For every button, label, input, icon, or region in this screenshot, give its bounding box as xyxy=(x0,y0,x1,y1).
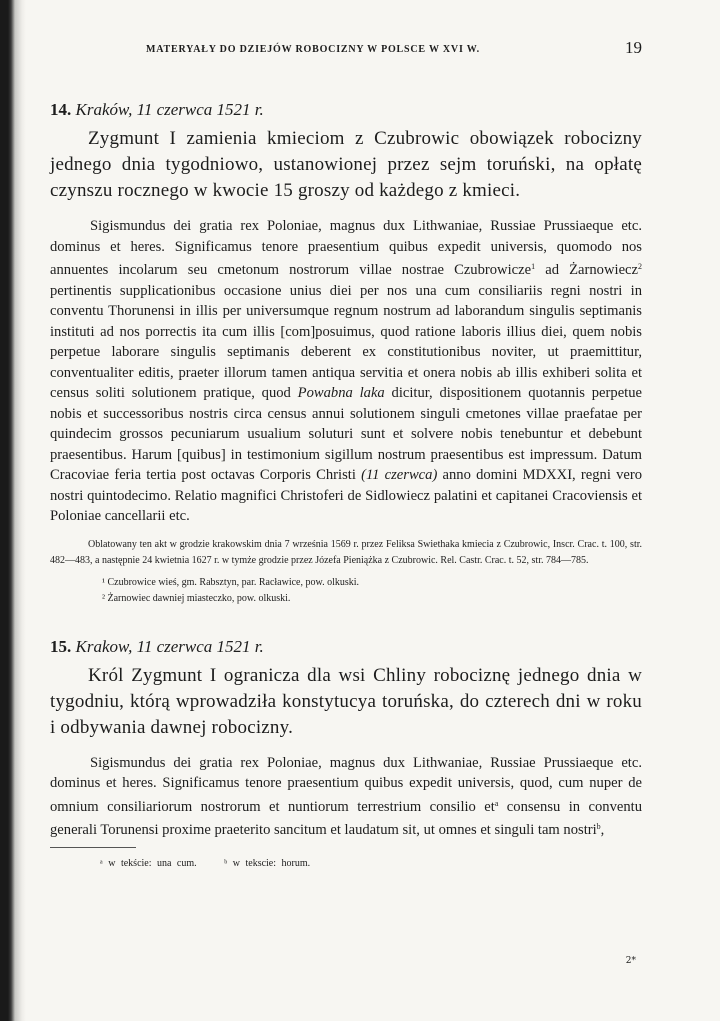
document-summary: Król Zygmunt I ogranicza dla wsi Chliny robociznę jednego dnia w tygodniu, którą wprowadziła konstytucya toruńska, do czterech dni w roku i odbywania dawnej robocizny. xyxy=(50,664,642,738)
latin-segment: dicitur, dispositionem quotannis perpetue nobis et successoribus nostris circa census annui solutionem singuli cmetones villae praefatae per quindecim grossos pecuniarum usualium soluturi sunt et solvere nobis tenebuntur et debebunt praesentibus. Harum [quibus] in testimonium sigillum nostrum praesentibus est impressum. Datum Cracoviae feria tertia post octavas Corporis Christi xyxy=(50,385,642,483)
latin-italic: Powabna laka xyxy=(297,385,385,401)
document-14 xyxy=(50,100,642,607)
latin-text xyxy=(50,216,642,527)
document-page xyxy=(50,36,642,869)
latin-italic: (11 czerwca) xyxy=(361,467,438,483)
signature-mark: 2* xyxy=(625,956,636,966)
latin-segment: Sigismundus dei gratia rex Poloniae, magnus dux Lithwaniae, Russiae Prussiaeque etc. dominus et heres. Significamus tenore praesentium quibus expedit universis, quod, cum nuper de omnium consiliariorum nostrorum et nuntiorum terrestrium consilio et xyxy=(50,754,642,815)
document-number: 14. xyxy=(50,100,72,119)
document-place-date: Kraków, 11 czerwca 1521 r. xyxy=(75,100,264,119)
book-binding-edge xyxy=(0,0,26,1021)
document-heading xyxy=(50,100,642,120)
latin-segment: anno domini MDXXI, regni vero nostri quintodecimo. Relatio magnifici Christoferi de Sidlowiecz palatini et capitanei Cracoviensis et Poloniae cancellarii etc. xyxy=(50,467,643,524)
archive-note: Oblatowany ten akt w grodzie krakowskim dnia 7 września 1569 r. przez Feliksa Swiethaka kmiecia z Czubrowic, Inscr. Crac. t. 100, str. 482—483, a następnie 24 kwietnia 1627 r. w tymże grodzie przez Józefa Pieniążka z Czubrowic. Rel. Castr. Crac. t. 52, str. 784—785. xyxy=(50,538,642,566)
footnote: ¹ Czubrowice wieś, gm. Rabsztyn, par. Racławice, pow. olkuski. xyxy=(102,576,360,588)
latin-text xyxy=(50,753,642,841)
footnote: ² Żarnowiec dawniej miasteczko, pow. olkuski. xyxy=(102,592,291,604)
page-number: 19 xyxy=(625,38,642,57)
document-place-date: Krakow, 11 czerwca 1521 r. xyxy=(75,636,264,656)
document-number: 15. xyxy=(50,636,72,656)
document-summary: Zygmunt I zamienia kmieciom z Czubrowic obowiązek robocizny jednego dnia tygodniowo, ustanowionej przez sejm toruński, na opłatę czynszu rocznego w kwocie 15 groszy od każdego z kmieci. xyxy=(50,128,642,201)
latin-segment: , xyxy=(600,822,605,838)
footnote-ref: a xyxy=(494,798,499,808)
text-notes xyxy=(100,858,642,869)
footnote-divider xyxy=(50,847,136,848)
footnote-ref: b xyxy=(596,822,601,831)
page-header xyxy=(50,36,642,66)
document-15 xyxy=(50,637,642,869)
latin-segment: pertinentis supplicationibus occasione unius diei per nos una cum consiliariis regni nostri in conventu Thorunensi in illis per universumque regnum nostrum ad laborandum singulis septimanis instituti ad nos porrectis ita cum illis [com]posuimus, quod ratione laboris illius diei, quem nobis perpetue laborare singulis septimanis deberent ex constitutionibus noviter, ut praemittitur, conventualiter editis, praeter illorum tamen antiqua servitia et onera nobis ab illis exhiberi solita et census soliti solutionem pratique, quod xyxy=(50,282,642,401)
latin-segment: consensu in conventu generali Torunensi proxime praeterito sancitum et laudatum sit, ut omnes et singuli tam nostri xyxy=(50,798,642,838)
latin-segment: Sigismundus dei gratia rex Poloniae, magnus dux Lithwaniae, Russiae Prussiaeque etc. dominus et heres. Significamus tenore praesentium quibus expedit universis, quomodo nos annuentes incolarum seu cmetonum nostrorum villae nostrae Czubrowicze xyxy=(50,218,642,278)
latin-segment: ad Żarnowiecz xyxy=(535,262,638,278)
text-note: ᵃ w tekście: una cum. xyxy=(100,857,197,869)
text-note: ᵇ w tekscie: horum. xyxy=(224,857,311,869)
footnote-ref: 1 xyxy=(531,262,536,271)
footnote-ref: 2 xyxy=(638,262,642,271)
running-head: MATERYAŁY DO DZIEJÓW ROBOCIZNY W POLSCE W XVI W. xyxy=(146,44,480,55)
document-heading xyxy=(50,637,642,657)
